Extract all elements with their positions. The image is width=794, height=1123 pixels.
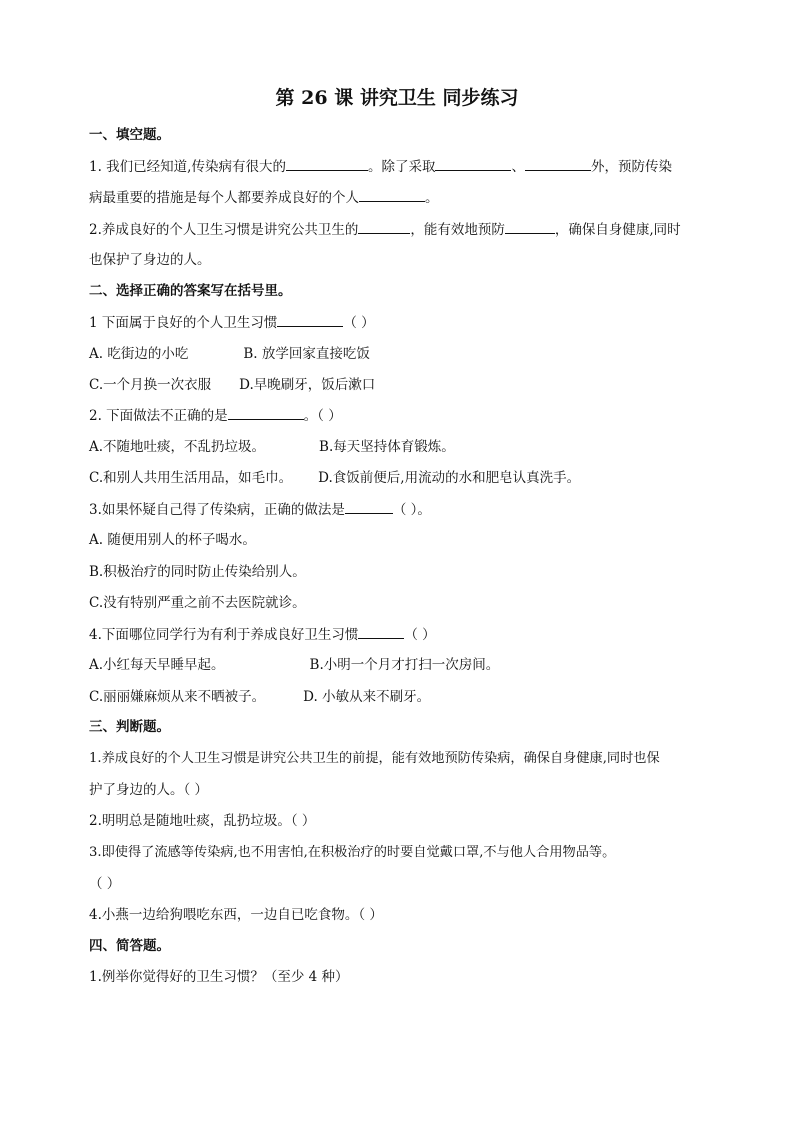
option-a[interactable]: A. 随便用别人的杯子喝水。	[89, 532, 256, 548]
answer-blank[interactable]	[359, 188, 425, 202]
choice-question-1-stem: 1 下面属于良好的个人卫生习惯 （ ）	[89, 315, 375, 331]
answer-blank[interactable]	[345, 500, 393, 514]
option-b[interactable]: B. 放学回家直接吃饭	[243, 346, 370, 362]
judge-question-3-line-2[interactable]: （ ）	[89, 876, 121, 892]
choice-question-2-options-row-2	[89, 469, 714, 487]
option-d[interactable]: D.早晚刷牙，饭后漱口	[239, 377, 376, 393]
option-b[interactable]: B.每天坚持体育锻炼。	[319, 439, 455, 455]
option-c[interactable]: C.一个月换一次衣服	[89, 377, 212, 393]
choice-question-3-stem: 3.如果怀疑自己得了传染病，正确的做法是 （ ）。	[89, 502, 431, 518]
choice-question-4-options-row-2	[89, 688, 714, 706]
choice-question-1-options-row-2	[89, 376, 714, 394]
choice-question-4-stem: 4.下面哪位同学行为有利于养成良好卫生习惯 （ ）	[89, 627, 436, 643]
fill-question-2-line-2: 也保护了身边的人。	[89, 252, 211, 268]
option-c[interactable]: C.和别人共用生活用品，如毛巾。	[89, 470, 293, 486]
fill-question-1-line-1: 1. 我们已经知道,传染病有很大的 。除了采取 、 外，预防传染	[89, 159, 672, 175]
choice-question-1-options-row-1	[89, 345, 714, 363]
judge-question-1-line-2[interactable]: 护了身边的人。（ ）	[89, 782, 209, 798]
fill-question-2-line-1: 2.养成良好的个人卫生习惯是讲究公共卫生的 ，能有效地预防 ，确保自身健康,同时	[89, 222, 681, 238]
option-d[interactable]: D.食饭前便后,用流动的水和肥皂认真洗手。	[318, 470, 581, 486]
page-title: 第 26 课 讲究卫生 同步练习	[275, 87, 519, 109]
judge-question-2[interactable]: 2.明明总是随地吐痰，乱扔垃圾。（ ）	[89, 813, 316, 829]
answer-blank[interactable]	[435, 157, 511, 171]
answer-blank[interactable]	[525, 157, 591, 171]
option-c[interactable]: C.丽丽嫌麻烦从来不晒被子。	[89, 689, 266, 705]
answer-blank[interactable]	[505, 220, 555, 234]
answer-blank[interactable]	[286, 157, 368, 171]
section-3-heading: 三、判断题。	[89, 719, 170, 735]
option-a[interactable]: A. 吃街边的小吃	[89, 346, 189, 362]
answer-blank[interactable]	[277, 313, 343, 327]
short-answer-question-1: 1.例举你觉得好的卫生习惯？（至少 4 种）	[89, 969, 349, 985]
answer-blank[interactable]	[358, 220, 410, 234]
section-4-heading: 四、简答题。	[89, 938, 170, 954]
judge-question-4[interactable]: 4.小燕一边给狗喂吃东西，一边自已吃食物。（ ）	[89, 907, 383, 923]
option-b[interactable]: B.小明一个月才打扫一次房间。	[309, 657, 500, 673]
answer-blank[interactable]	[228, 406, 304, 420]
option-d[interactable]: D. 小敏从来不刷牙。	[303, 689, 431, 705]
section-2-heading: 二、选择正确的答案写在括号里。	[89, 283, 292, 299]
answer-blank[interactable]	[358, 625, 404, 639]
choice-question-2-stem: 2. 下面做法不正确的是 。（ ）	[89, 408, 342, 424]
option-a[interactable]: A.小红每天早睡早起。	[89, 657, 225, 673]
judge-question-1-line-1: 1.养成良好的个人卫生习惯是讲究公共卫生的前提，能有效地预防传染病，确保自身健康,同时也保	[89, 751, 660, 766]
fill-question-1-line-2: 病最重要的措施是每个人都要养成良好的个人 。	[89, 190, 439, 206]
option-b[interactable]: B.积极治疗的同时防止传染给别人。	[89, 564, 306, 580]
option-a[interactable]: A.不随地吐痰，不乱扔垃圾。	[89, 439, 266, 455]
answer-parentheses[interactable]: （ ）。	[392, 502, 431, 518]
choice-question-2-options-row-1	[89, 438, 714, 456]
answer-parentheses[interactable]: 。（ ）	[303, 408, 342, 424]
option-c[interactable]: C.没有特别严重之前不去医院就诊。	[89, 595, 306, 611]
choice-question-4-options-row-1	[89, 656, 714, 674]
answer-parentheses[interactable]: （ ）	[404, 627, 436, 643]
judge-question-3-line-1: 3.即使得了流感等传染病,也不用害怕,在积极治疗的时要自觉戴口罩,不与他人合用物品等。	[89, 845, 616, 860]
section-1-heading: 一、填空题。	[89, 127, 170, 143]
answer-parentheses[interactable]: （ ）	[343, 315, 375, 331]
